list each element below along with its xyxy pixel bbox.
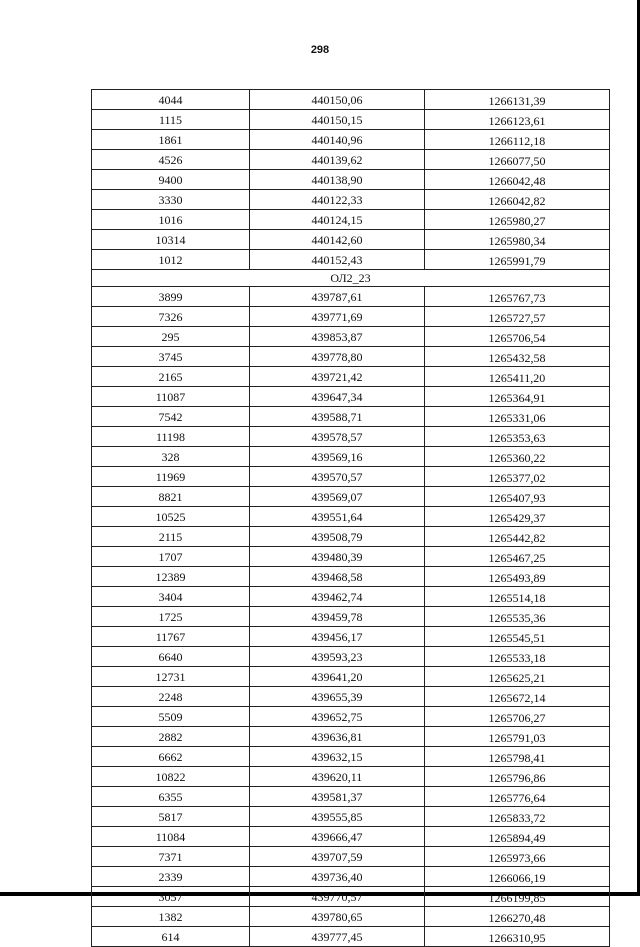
point-number-cell: 1861 (92, 130, 250, 150)
y-coordinate-cell: 1265672,14 (425, 687, 610, 707)
x-coordinate-cell: 440152,43 (250, 250, 425, 270)
x-coordinate-cell: 440122,33 (250, 190, 425, 210)
x-coordinate-cell: 439462,74 (250, 587, 425, 607)
y-coordinate-cell: 1265545,51 (425, 627, 610, 647)
table-row (92, 627, 610, 647)
x-coordinate-cell: 440150,15 (250, 110, 425, 130)
table-row (92, 747, 610, 767)
point-number-cell: 9400 (92, 170, 250, 190)
y-coordinate-cell: 1265429,37 (425, 507, 610, 527)
table-row (92, 827, 610, 847)
x-coordinate-cell: 439555,85 (250, 807, 425, 827)
x-coordinate-cell: 439593,23 (250, 647, 425, 667)
table-row (92, 190, 610, 210)
x-coordinate-cell: 439641,20 (250, 667, 425, 687)
x-coordinate-cell: 439787,61 (250, 287, 425, 307)
point-number-cell: 12731 (92, 667, 250, 687)
table-row (92, 250, 610, 270)
point-number-cell: 1382 (92, 907, 250, 927)
table-row (92, 927, 610, 947)
y-coordinate-cell: 1265973,66 (425, 847, 610, 867)
x-coordinate-cell: 439647,34 (250, 387, 425, 407)
point-number-cell: 3899 (92, 287, 250, 307)
table-row (92, 150, 610, 170)
table-row (92, 507, 610, 527)
y-coordinate-cell: 1265331,06 (425, 407, 610, 427)
y-coordinate-cell: 1266042,82 (425, 190, 610, 210)
y-coordinate-cell: 1265407,93 (425, 487, 610, 507)
y-coordinate-cell: 1266042,48 (425, 170, 610, 190)
y-coordinate-cell: 1265377,02 (425, 467, 610, 487)
point-number-cell: 6662 (92, 747, 250, 767)
x-coordinate-cell: 439853,87 (250, 327, 425, 347)
x-coordinate-cell: 439570,57 (250, 467, 425, 487)
table-row (92, 727, 610, 747)
point-number-cell: 295 (92, 327, 250, 347)
point-number-cell: 11767 (92, 627, 250, 647)
point-number-cell: 11198 (92, 427, 250, 447)
y-coordinate-cell: 1266066,19 (425, 867, 610, 887)
table-row (92, 327, 610, 347)
point-number-cell: 1707 (92, 547, 250, 567)
point-number-cell: 7326 (92, 307, 250, 327)
x-coordinate-cell: 439636,81 (250, 727, 425, 747)
y-coordinate-cell: 1266131,39 (425, 90, 610, 110)
x-coordinate-cell: 439777,45 (250, 927, 425, 947)
table-row (92, 787, 610, 807)
x-coordinate-cell: 440124,15 (250, 210, 425, 230)
x-coordinate-cell: 439578,57 (250, 427, 425, 447)
x-coordinate-cell: 439581,37 (250, 787, 425, 807)
table-row (92, 387, 610, 407)
y-coordinate-cell: 1265894,49 (425, 827, 610, 847)
y-coordinate-cell: 1265991,79 (425, 250, 610, 270)
x-coordinate-cell: 439569,16 (250, 447, 425, 467)
table-row (92, 347, 610, 367)
group-a-body (92, 90, 610, 270)
y-coordinate-cell: 1265514,18 (425, 587, 610, 607)
y-coordinate-cell: 1266077,50 (425, 150, 610, 170)
x-coordinate-cell: 439620,11 (250, 767, 425, 787)
table-row (92, 907, 610, 927)
table-row (92, 867, 610, 887)
point-number-cell: 2115 (92, 527, 250, 547)
table-row (92, 367, 610, 387)
table-row (92, 767, 610, 787)
point-number-cell: 6355 (92, 787, 250, 807)
y-coordinate-cell: 1265980,34 (425, 230, 610, 250)
point-number-cell: 2339 (92, 867, 250, 887)
point-number-cell: 4526 (92, 150, 250, 170)
table-row (92, 407, 610, 427)
table-row (92, 210, 610, 230)
y-coordinate-cell: 1265767,73 (425, 287, 610, 307)
table-row (92, 587, 610, 607)
table-row (92, 467, 610, 487)
y-coordinate-cell: 1265706,27 (425, 707, 610, 727)
point-number-cell: 1016 (92, 210, 250, 230)
point-number-cell: 614 (92, 927, 250, 947)
table-row (92, 487, 610, 507)
table-row (92, 527, 610, 547)
table-row (92, 130, 610, 150)
table-row (92, 110, 610, 130)
table-row (92, 567, 610, 587)
y-coordinate-cell: 1265364,91 (425, 387, 610, 407)
point-number-cell: 11084 (92, 827, 250, 847)
x-coordinate-cell: 439771,69 (250, 307, 425, 327)
coordinates-table (91, 89, 610, 947)
point-number-cell: 328 (92, 447, 250, 467)
x-coordinate-cell: 439655,39 (250, 687, 425, 707)
table-row (92, 230, 610, 250)
point-number-cell: 6640 (92, 647, 250, 667)
y-coordinate-cell: 1265727,57 (425, 307, 610, 327)
x-coordinate-cell: 439721,42 (250, 367, 425, 387)
point-number-cell: 2165 (92, 367, 250, 387)
section-header-row (92, 270, 610, 287)
x-coordinate-cell: 439456,17 (250, 627, 425, 647)
section-body (92, 270, 610, 287)
table-row (92, 667, 610, 687)
point-number-cell: 1012 (92, 250, 250, 270)
x-coordinate-cell: 439480,39 (250, 547, 425, 567)
x-coordinate-cell: 439736,40 (250, 867, 425, 887)
point-number-cell: 2248 (92, 687, 250, 707)
x-coordinate-cell: 440139,62 (250, 150, 425, 170)
x-coordinate-cell: 439468,58 (250, 567, 425, 587)
page-number: 298 (310, 44, 330, 56)
y-coordinate-cell: 1265493,89 (425, 567, 610, 587)
x-coordinate-cell: 439770,57 (250, 887, 425, 907)
y-coordinate-cell: 1265776,64 (425, 787, 610, 807)
y-coordinate-cell: 1265360,22 (425, 447, 610, 467)
y-coordinate-cell: 1265796,86 (425, 767, 610, 787)
y-coordinate-cell: 1266270,48 (425, 907, 610, 927)
point-number-cell: 3745 (92, 347, 250, 367)
y-coordinate-cell: 1266199,85 (425, 887, 610, 907)
table-row (92, 847, 610, 867)
x-coordinate-cell: 439666,47 (250, 827, 425, 847)
table-row (92, 90, 610, 110)
y-coordinate-cell: 1265833,72 (425, 807, 610, 827)
x-coordinate-cell: 439508,79 (250, 527, 425, 547)
y-coordinate-cell: 1266112,18 (425, 130, 610, 150)
x-coordinate-cell: 439459,78 (250, 607, 425, 627)
x-coordinate-cell: 440140,96 (250, 130, 425, 150)
table-row (92, 287, 610, 307)
y-coordinate-cell: 1265791,03 (425, 727, 610, 747)
point-number-cell: 12389 (92, 567, 250, 587)
x-coordinate-cell: 439551,64 (250, 507, 425, 527)
y-coordinate-cell: 1265411,20 (425, 367, 610, 387)
y-coordinate-cell: 1265467,25 (425, 547, 610, 567)
table-row (92, 547, 610, 567)
point-number-cell: 7542 (92, 407, 250, 427)
point-number-cell: 4044 (92, 90, 250, 110)
x-coordinate-cell: 440150,06 (250, 90, 425, 110)
x-coordinate-cell: 439632,15 (250, 747, 425, 767)
y-coordinate-cell: 1265533,18 (425, 647, 610, 667)
table-row (92, 647, 610, 667)
table-row (92, 607, 610, 627)
y-coordinate-cell: 1265432,58 (425, 347, 610, 367)
table-row (92, 170, 610, 190)
point-number-cell: 3330 (92, 190, 250, 210)
point-number-cell: 10822 (92, 767, 250, 787)
point-number-cell: 2882 (92, 727, 250, 747)
point-number-cell: 1115 (92, 110, 250, 130)
x-coordinate-cell: 439569,07 (250, 487, 425, 507)
y-coordinate-cell: 1265980,27 (425, 210, 610, 230)
x-coordinate-cell: 440142,60 (250, 230, 425, 250)
point-number-cell: 11087 (92, 387, 250, 407)
table-row (92, 307, 610, 327)
x-coordinate-cell: 439588,71 (250, 407, 425, 427)
group-b-body (92, 287, 610, 947)
point-number-cell: 7371 (92, 847, 250, 867)
y-coordinate-cell: 1265353,63 (425, 427, 610, 447)
point-number-cell: 5509 (92, 707, 250, 727)
y-coordinate-cell: 1266310,95 (425, 927, 610, 947)
point-number-cell: 8821 (92, 487, 250, 507)
table-row (92, 687, 610, 707)
y-coordinate-cell: 1265706,54 (425, 327, 610, 347)
x-coordinate-cell: 439652,75 (250, 707, 425, 727)
table-row (92, 707, 610, 727)
x-coordinate-cell: 439778,80 (250, 347, 425, 367)
table-row (92, 887, 610, 907)
point-number-cell: 11969 (92, 467, 250, 487)
y-coordinate-cell: 1265625,21 (425, 667, 610, 687)
table-row (92, 807, 610, 827)
point-number-cell: 1725 (92, 607, 250, 627)
table-row (92, 427, 610, 447)
table-row (92, 447, 610, 467)
y-coordinate-cell: 1265442,82 (425, 527, 610, 547)
x-coordinate-cell: 440138,90 (250, 170, 425, 190)
point-number-cell: 5817 (92, 807, 250, 827)
point-number-cell: 3057 (92, 887, 250, 907)
section-label: ОЛ2_23 (92, 270, 610, 287)
point-number-cell: 10314 (92, 230, 250, 250)
point-number-cell: 3404 (92, 587, 250, 607)
x-coordinate-cell: 439780,65 (250, 907, 425, 927)
y-coordinate-cell: 1266123,61 (425, 110, 610, 130)
y-coordinate-cell: 1265798,41 (425, 747, 610, 767)
y-coordinate-cell: 1265535,36 (425, 607, 610, 627)
point-number-cell: 10525 (92, 507, 250, 527)
x-coordinate-cell: 439707,59 (250, 847, 425, 867)
